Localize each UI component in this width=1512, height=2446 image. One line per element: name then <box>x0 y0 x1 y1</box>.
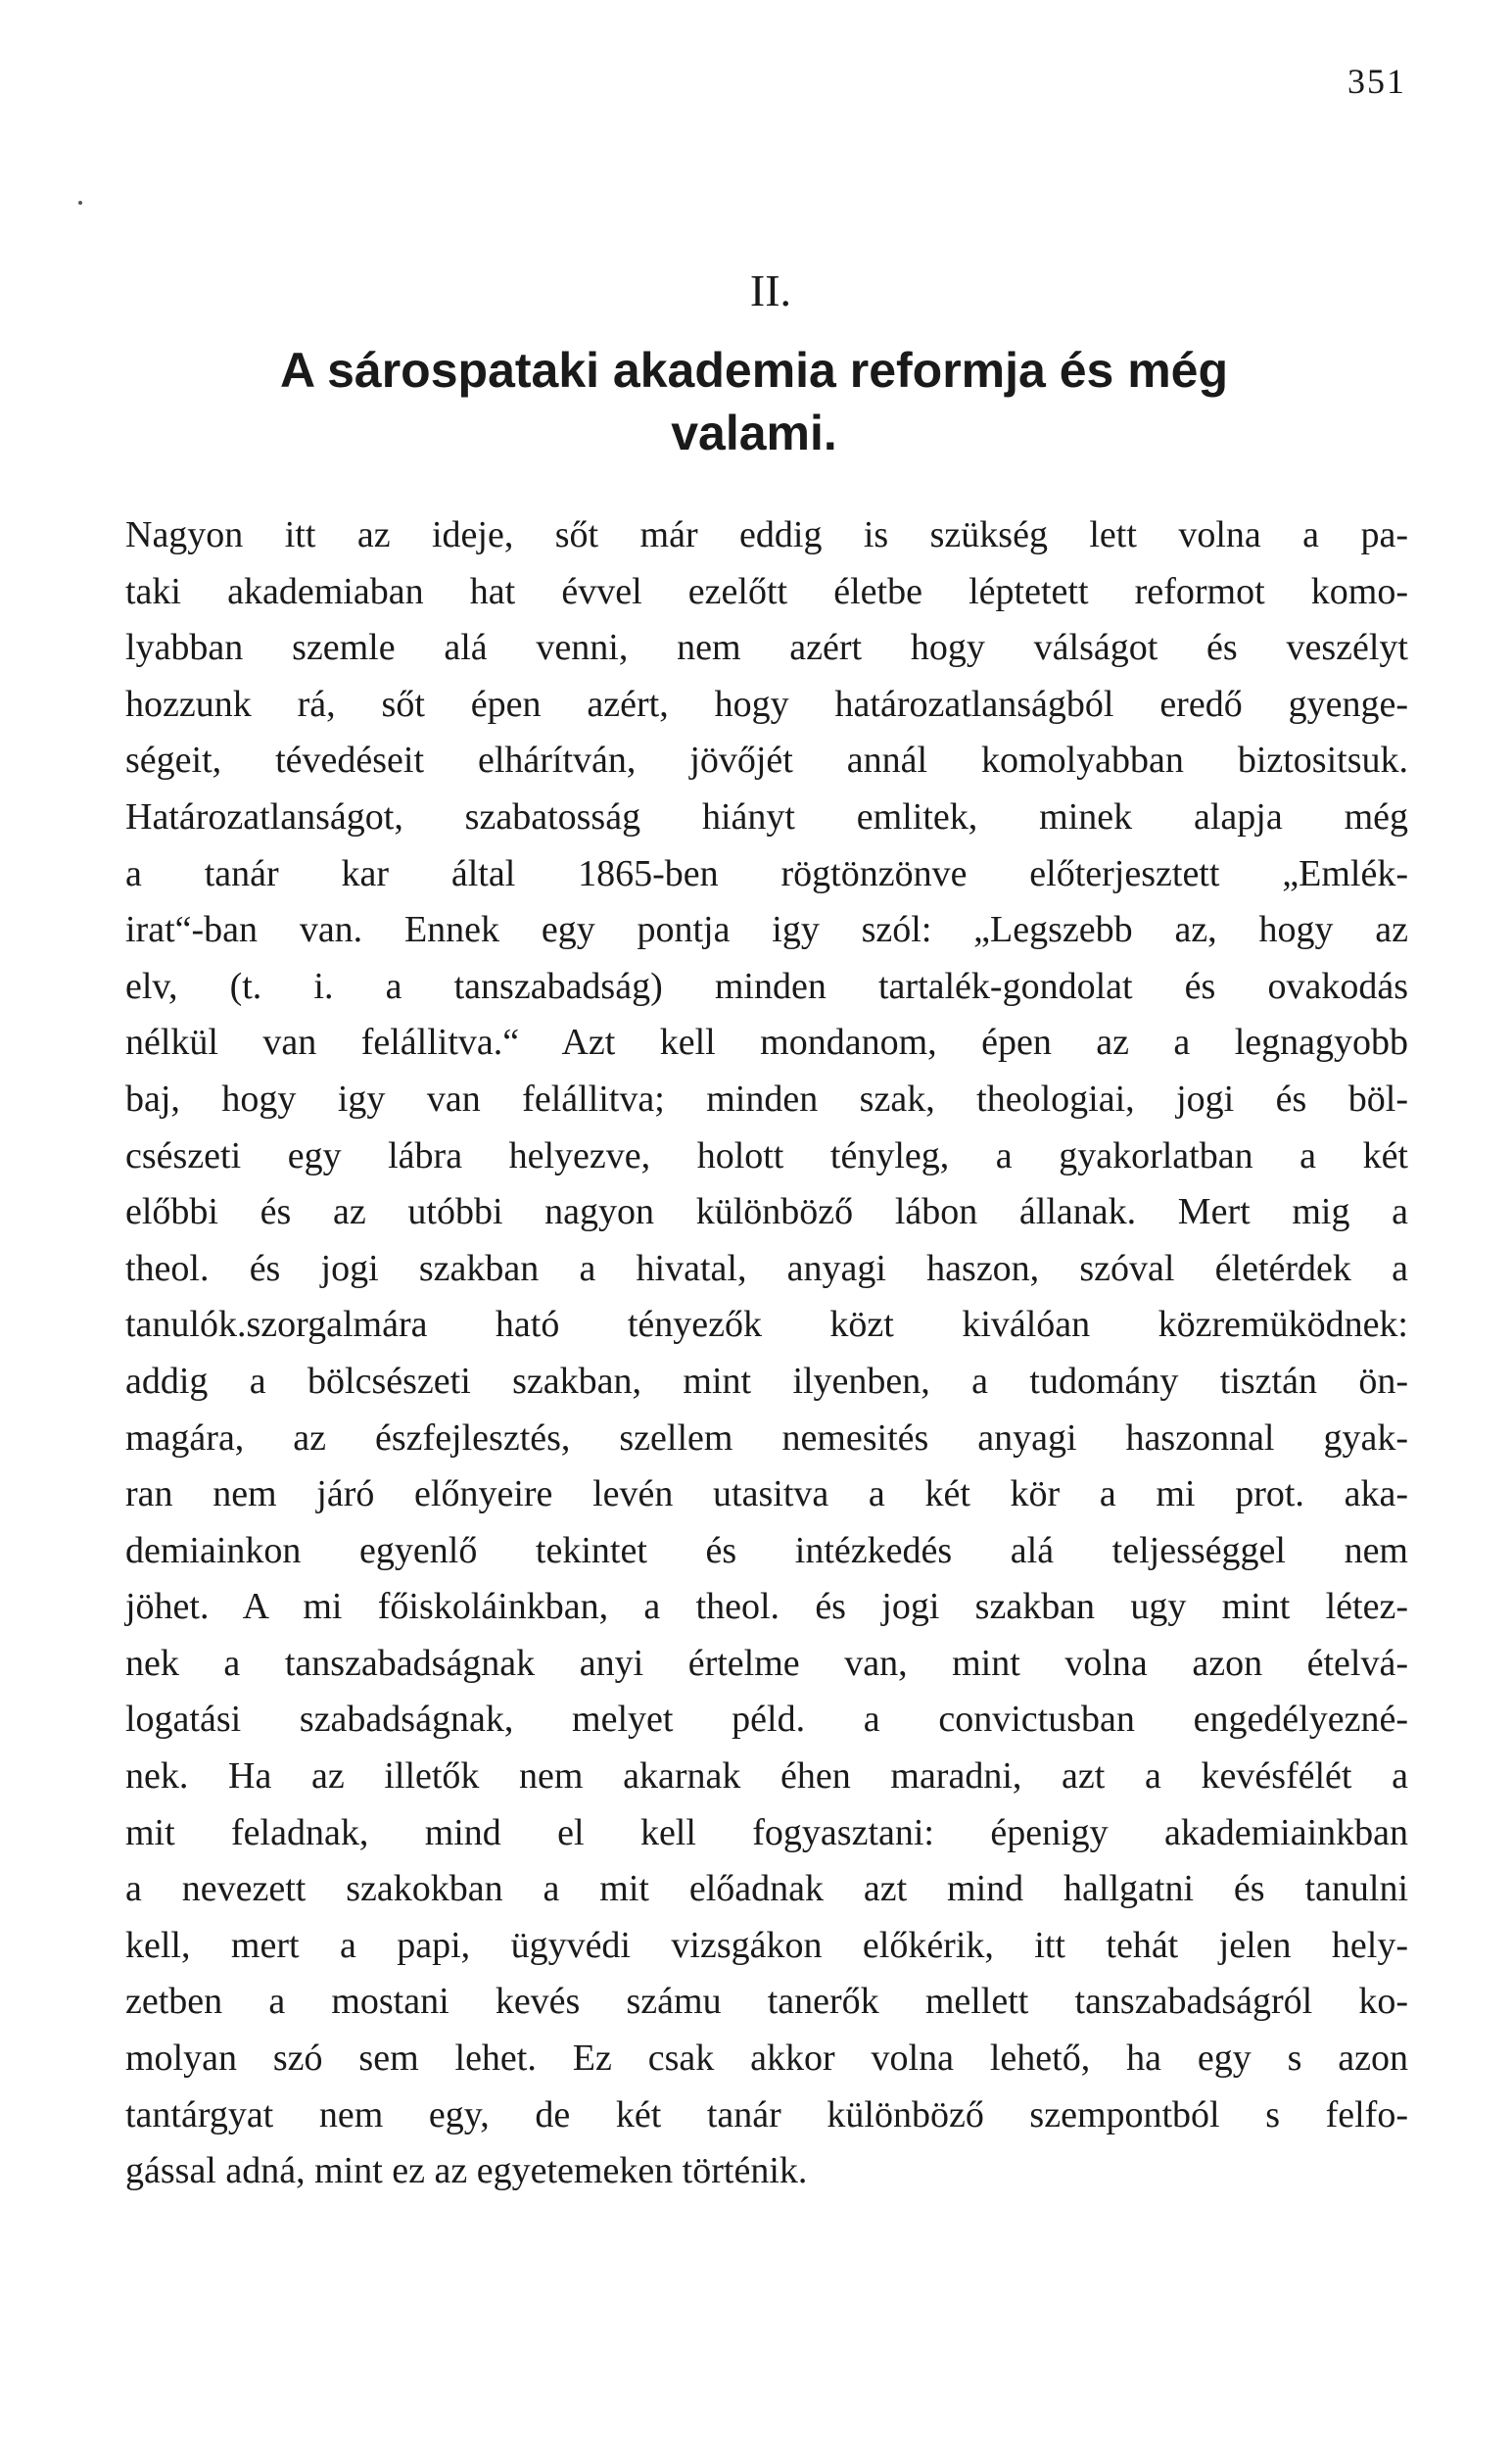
text-line: molyan szó sem lehet. Ez csak akkor volna lehető, ha egy s azon <box>125 2038 1408 2080</box>
page-number: 351 <box>1347 62 1406 101</box>
text-line: tanulók.szorgalmára ható tényezők közt kiválóan közremüködnek: <box>125 1304 1408 1346</box>
text-line: zetben a mostani kevés számu tanerők mellett tanszabadságról ko- <box>125 1981 1408 2023</box>
text-line: csészeti egy lábra helyezve, holott tényleg, a gyakorlatban a két <box>125 1134 1408 1176</box>
text-line: demiainkon egyenlő tekintet és intézkedés alá teljességgel nem <box>125 1529 1408 1571</box>
text-line: hozzunk rá, sőt épen azért, hogy határozatlanságból eredő gyenge- <box>125 683 1408 725</box>
text-line: gással adná, mint ez az egyetemeken történik. <box>125 2150 808 2192</box>
text-line: a nevezett szakokban a mit előadnak azt mind hallgatni és tanulni <box>125 1868 1408 1910</box>
chapter-title <box>196 339 1312 464</box>
text-line: Nagyon itt az ideje, sőt már eddig is szükség lett volna a pa- <box>125 514 1408 555</box>
text-line: jöhet. A mi főiskoláinkban, a theol. és jogi szakban ugy mint létez- <box>125 1586 1408 1628</box>
body-paragraph <box>125 507 1408 2200</box>
text-line: elv, (t. i. a tanszabadság) minden tartalék-gondolat és ovakodás <box>125 965 1408 1007</box>
text-line: baj, hogy igy van felállitva; minden szak, theologiai, jogi és böl- <box>125 1078 1408 1120</box>
text-line: a tanár kar által 1865-ben rögtönzönve előterjesztett „Emlék- <box>125 852 1408 894</box>
chapter-title-line: valami. <box>671 406 837 460</box>
text-line: irat“-ban van. Ennek egy pontja igy szól: „Legszebb az, hogy az <box>125 909 1408 951</box>
text-line: kell, mert a papi, ügyvédi vizsgákon előkérik, itt tehát jelen hely- <box>125 1924 1408 1966</box>
text-line: nélkül van felállitva.“ Azt kell mondanom, épen az a legnagyobb <box>125 1022 1408 1064</box>
chapter-title-line: A sárospataki akademia reformja és még <box>279 343 1229 398</box>
text-line: logatási szabadságnak, melyet péld. a convictusban engedélyezné- <box>125 1699 1408 1741</box>
text-line: nek a tanszabadságnak anyi értelme van, mint volna azon ételvá- <box>125 1642 1408 1684</box>
text-line: Határozatlanságot, szabatosság hiányt emlitek, minek alapja még <box>125 795 1408 838</box>
text-line: theol. és jogi szakban a hivatal, anyagi haszon, szóval életérdek a <box>125 1247 1408 1289</box>
text-line: mit feladnak, mind el kell fogyasztani: épenigy akademiainkban <box>125 1811 1408 1853</box>
text-line: addig a bölcsészeti szakban, mint ilyenben, a tudomány tisztán ön- <box>125 1360 1408 1402</box>
print-speck <box>78 201 82 205</box>
text-line: tantárgyat nem egy, de két tanár különböző szempontból s felfo- <box>125 2093 1408 2135</box>
text-line: lyabban szemle alá venni, nem azért hogy válságot és veszélyt <box>125 627 1408 669</box>
text-line: ran nem járó előnyeire levén utasitva a két kör a mi prot. aka- <box>125 1473 1408 1515</box>
text-line: ségeit, tévedéseit elhárítván, jövőjét annál komolyabban biztositsuk. <box>125 740 1408 782</box>
chapter-number: II. <box>749 265 792 315</box>
text-line: előbbi és az utóbbi nagyon különböző lábon állanak. Mert mig a <box>125 1191 1408 1233</box>
text-line: magára, az észfejlesztés, szellem nemesités anyagi haszonnal gyak- <box>125 1416 1408 1459</box>
text-line: nek. Ha az illetők nem akarnak éhen maradni, azt a kevésfélét a <box>125 1755 1408 1798</box>
text-line: taki akademiaban hat évvel ezelőtt életbe léptetett reformot komo- <box>125 570 1408 612</box>
